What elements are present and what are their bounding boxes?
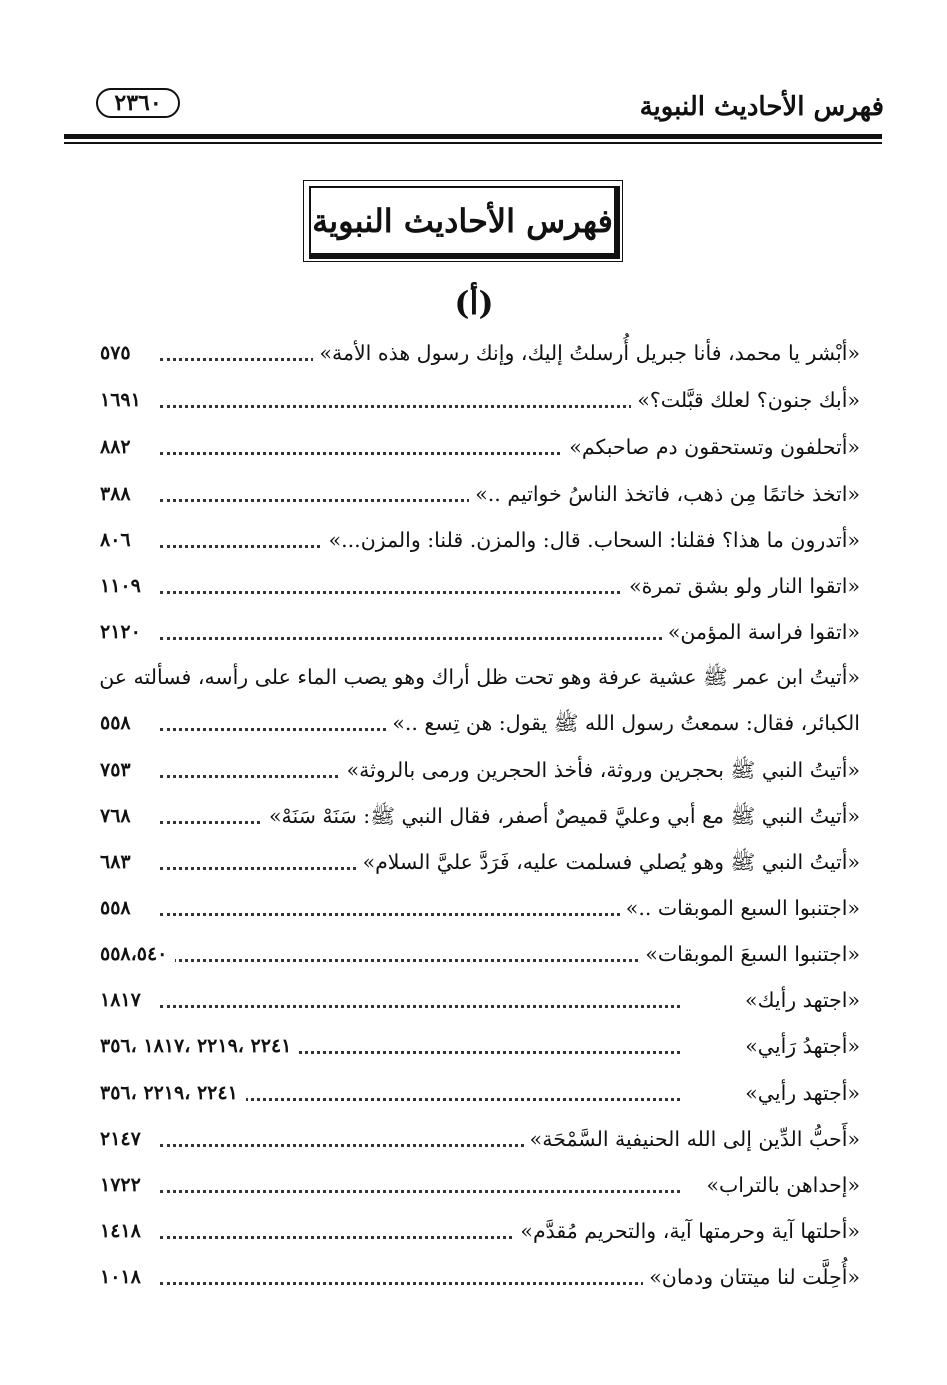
index-entry <box>100 383 860 417</box>
hadith-text: «اجتنبوا السبعَ الموبقات» <box>639 937 860 971</box>
page-refs: ١٤١٨ <box>100 1214 149 1248</box>
hadith-text: «أبك جنون؟ لعلك قبَّلت؟» <box>631 383 860 417</box>
page-refs: ٢١٤٧ <box>100 1122 149 1156</box>
index-entry <box>100 845 860 879</box>
hadith-text: «اجتهد رأيك» <box>739 983 860 1017</box>
index-entry <box>100 937 860 971</box>
hadith-text: «أحلتها آية وحرمتها آية، والتحريم مُقدَّم» <box>514 1214 860 1248</box>
index-entry <box>100 569 860 603</box>
leader-dots <box>160 1005 680 1008</box>
index-title: فهرس الأحاديث النبوية <box>309 186 620 259</box>
page-number: ٢٣٦٠ <box>96 88 180 118</box>
index-entry <box>100 753 860 787</box>
leader-dots <box>160 591 680 594</box>
index-entry <box>100 1214 860 1248</box>
leader-dots <box>160 1282 680 1285</box>
page-refs: ٥٥٨،٥٤٠ <box>100 937 175 971</box>
header-rule-thin <box>64 142 882 144</box>
header-rule-thick <box>64 134 882 139</box>
page-refs: ١٨١٧ <box>100 983 149 1017</box>
hadith-text: «أبْشر يا محمد، فأنا جبريل أُرسلتُ إليك، وإنك رسول هذه الأمة» <box>313 336 860 370</box>
page-refs: ٥٥٨ <box>100 706 139 740</box>
hadith-text: «اتقوا فراسة المؤمن» <box>662 615 860 649</box>
index-entry <box>100 477 860 511</box>
hadith-text: الكبائر، فقال: سمعتُ رسول الله ﷺ يقول: هن تِسع ..» <box>386 706 860 740</box>
hadith-text: «أتحلفون وتستحقون دم صاحبكم» <box>563 430 860 464</box>
hadith-text: «أتيتُ النبي ﷺ بحجرين وروثة، فأخذ الحجرين ورمى بالروثة» <box>341 753 860 787</box>
leader-dots <box>160 405 680 408</box>
page-refs: ١٠١٨ <box>100 1260 149 1294</box>
index-entry <box>100 1260 860 1294</box>
hadith-text: «أتيتُ النبي ﷺ وهو يُصلي فسلمت عليه، فَرَدَّ عليَّ السلام» <box>357 845 860 879</box>
page-refs: ٧٥٣ <box>100 753 139 787</box>
page-refs: ٢١٢٠ <box>100 615 149 649</box>
page-refs: ٧٦٨ <box>100 799 139 833</box>
index-entry <box>100 891 860 925</box>
leader-dots <box>160 1190 680 1193</box>
index-entry <box>100 430 860 464</box>
hadith-text: «إحداهن بالتراب» <box>700 1168 860 1202</box>
section-letter: (أ) <box>454 284 494 322</box>
page-refs: ١٦٩١ <box>100 383 149 417</box>
page-refs: ٢٢٤١ ،٢٢١٩ ،٣٥٦ <box>100 1076 246 1110</box>
page-refs: ٢٢٤١ ،٢٢١٩ ،١٨١٧ ،٣٥٦ <box>100 1029 299 1063</box>
hadith-text: «أجتهدُ رَأيي» <box>739 1029 860 1063</box>
index-entry <box>100 706 860 740</box>
hadith-text: «أجتهد رأيي» <box>739 1076 860 1110</box>
page-refs: ٥٥٨ <box>100 891 139 925</box>
hadith-text: «أُحِلَّت لنا ميتتان ودمان» <box>643 1260 860 1294</box>
page-refs: ١٧٢٢ <box>100 1168 149 1202</box>
hadith-text: «أتيتُ النبي ﷺ مع أبي وعليَّ قميصٌ أصفر، فقال النبي ﷺ: سَنَهْ سَنَهْ» <box>263 799 860 833</box>
index-entry <box>100 336 860 370</box>
index-entry <box>100 615 860 649</box>
page-refs: ٦٨٣ <box>100 845 139 879</box>
page-refs: ١١٠٩ <box>100 569 149 603</box>
hadith-text: «اتخذ خاتمًا مِن ذهب، فاتخذ الناسُ خواتيم ..» <box>469 477 860 511</box>
leader-dots <box>160 913 680 916</box>
hadith-text-first-line: «أتيتُ ابن عمر ﷺ عشية عرفة وهو تحت ظل أراك وهو يصب الماء على رأسه، فسألته عن <box>99 665 860 689</box>
page-refs: ٨٨٢ <box>100 430 139 464</box>
hadith-text: «أَحبُّ الدِّين إلى الله الحنيفية السَّمْحَة» <box>524 1122 860 1156</box>
page-refs: ٣٨٨ <box>100 477 139 511</box>
page-refs: ٥٧٥ <box>100 336 139 370</box>
index-title-frame <box>303 180 623 262</box>
index-entry <box>100 523 860 557</box>
page-refs: ٨٠٦ <box>100 523 139 557</box>
hadith-text: «اجتنبوا السبع الموبقات ..» <box>620 891 860 925</box>
hadith-text: «أتدرون ما هذا؟ فقلنا: السحاب. قال: والمزن. قلنا: والمزن...» <box>323 523 860 557</box>
index-entry <box>100 799 860 833</box>
hadith-text: «اتقوا النار ولو بشق تمرة» <box>623 569 860 603</box>
index-entry <box>100 1029 860 1063</box>
index-entry <box>100 1122 860 1156</box>
leader-dots <box>160 637 680 640</box>
index-entry <box>100 1076 860 1110</box>
index-entry <box>100 1168 860 1202</box>
running-header-title: فهرس الأحاديث النبوية <box>639 92 884 122</box>
leader-dots <box>160 959 680 962</box>
index-entry <box>100 983 860 1017</box>
